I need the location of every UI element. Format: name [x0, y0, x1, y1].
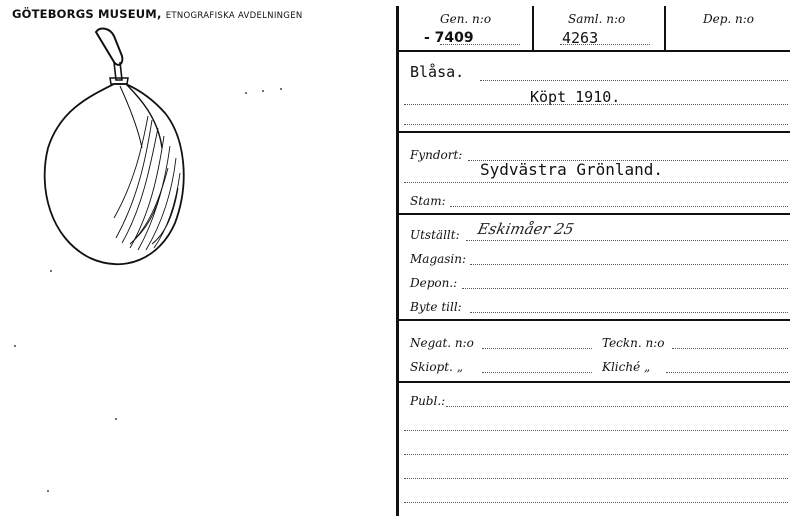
gen-value: - 7409 — [424, 30, 474, 46]
publ-label: Publ.: — [410, 394, 446, 408]
bladder-drawing-icon — [30, 18, 200, 278]
speck — [14, 345, 16, 347]
utstallt-label: Utställt: — [410, 228, 460, 242]
dotline — [666, 372, 788, 373]
dotline — [404, 430, 788, 431]
dotline — [404, 182, 788, 183]
dotline — [404, 502, 788, 503]
magasin-label: Magasin: — [410, 252, 467, 266]
speck — [115, 418, 117, 420]
header-divider-2 — [664, 6, 666, 50]
speck — [47, 490, 49, 492]
saml-dotline — [560, 44, 650, 45]
fyndort-label: Fyndort: — [410, 148, 463, 162]
dotline — [404, 124, 788, 125]
dotline — [404, 454, 788, 455]
dotline — [672, 348, 788, 349]
rule-1 — [399, 50, 790, 52]
dotline — [446, 406, 788, 407]
museum-name: GÖTEBORGS MUSEUM, — [12, 7, 162, 21]
rule-4 — [399, 319, 790, 321]
department-name: ETNOGRAFISKA AVDELNINGEN — [165, 11, 303, 21]
byte-label: Byte till: — [410, 300, 462, 314]
dotline — [480, 80, 788, 81]
utstallt-value: Eskimåer 25 — [476, 220, 576, 238]
acquisition: Köpt 1910. — [530, 88, 621, 106]
dotline — [466, 240, 788, 241]
dotline — [404, 104, 788, 105]
rule-5 — [399, 381, 790, 383]
object-name: Blåsa. — [410, 63, 465, 81]
gen-dotline — [440, 44, 520, 45]
dotline — [450, 206, 788, 207]
stam-label: Stam: — [410, 194, 446, 208]
speck — [280, 88, 282, 90]
speck — [50, 270, 52, 272]
speck — [245, 92, 247, 94]
rule-2 — [399, 131, 790, 133]
dotline — [482, 372, 592, 373]
kliche-label: Kliché „ — [602, 360, 651, 374]
negat-label: Negat. n:o — [410, 336, 474, 350]
dotline — [470, 312, 788, 313]
header-divider-1 — [532, 6, 534, 50]
saml-value: 4263 — [562, 29, 599, 47]
fyndort-value: Sydvästra Grönland. — [480, 160, 664, 179]
dotline — [482, 348, 592, 349]
rule-3 — [399, 213, 790, 215]
dotline — [470, 264, 788, 265]
teckn-label: Teckn. n:o — [602, 336, 665, 350]
speck — [262, 90, 264, 92]
gen-label: Gen. n:o — [440, 12, 492, 26]
dotline — [462, 288, 788, 289]
depon-label: Depon.: — [410, 276, 458, 290]
card-left-border — [396, 6, 399, 516]
skiopt-label: Skiopt. „ — [410, 360, 463, 374]
dotline — [404, 478, 788, 479]
saml-label: Saml. n:o — [568, 12, 626, 26]
dep-label: Dep. n:o — [703, 12, 755, 26]
